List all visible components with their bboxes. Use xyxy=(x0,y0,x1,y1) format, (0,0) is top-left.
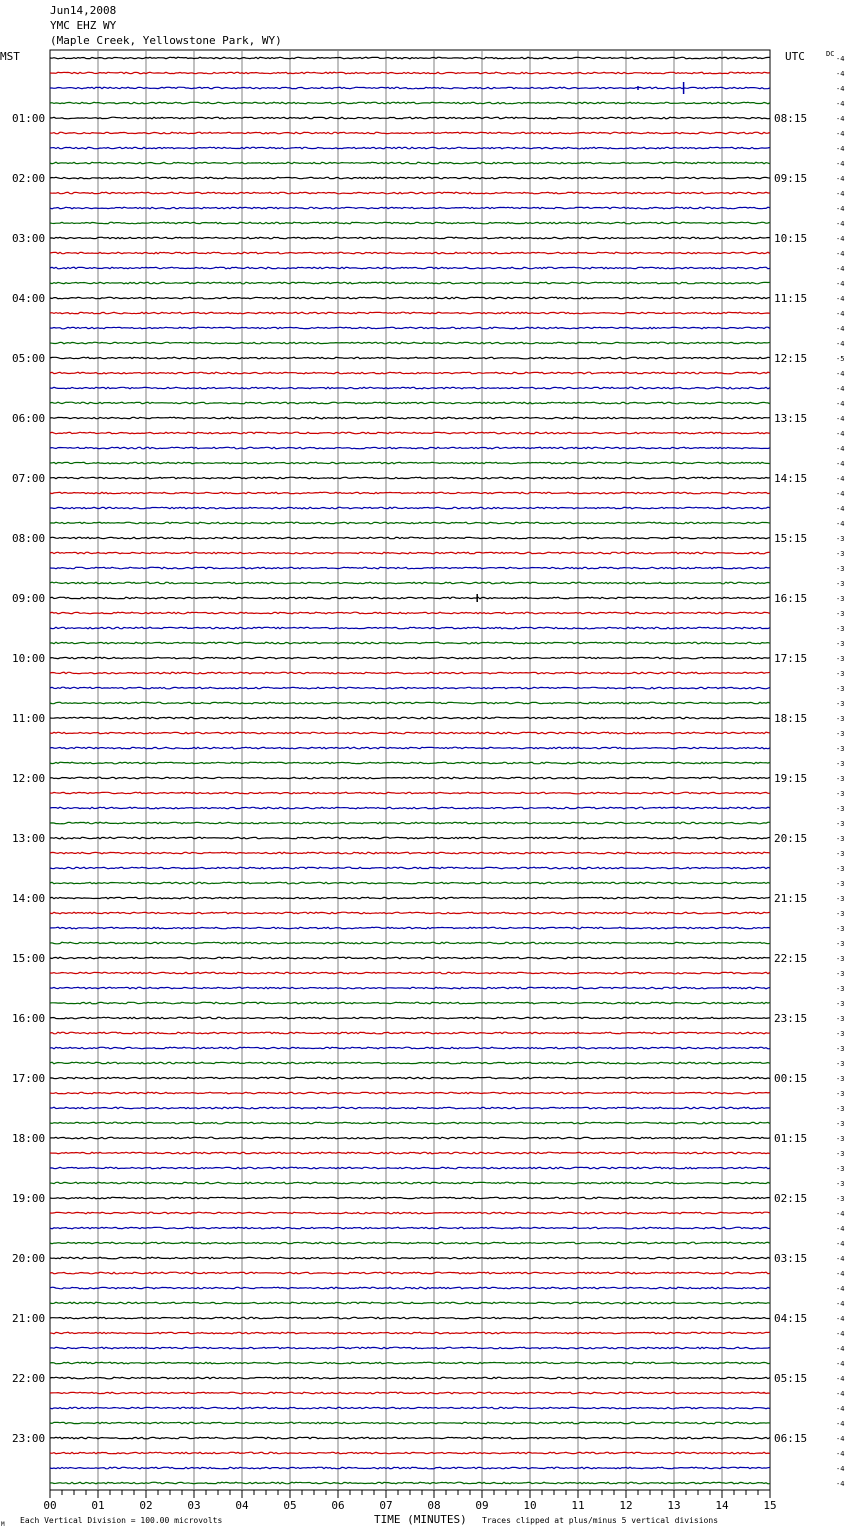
dc-offset-value: -4 xyxy=(836,385,845,393)
dc-offset-value: -4 xyxy=(836,415,845,423)
seismic-trace xyxy=(50,597,770,599)
seismic-trace xyxy=(50,222,770,224)
dc-offset-value: -3 xyxy=(836,1075,845,1083)
dc-offset-value: -3 xyxy=(836,670,845,678)
seismic-trace xyxy=(50,972,770,974)
seismic-trace xyxy=(50,702,770,704)
seismic-trace xyxy=(50,942,770,944)
right-hour-label: 11:15 xyxy=(774,292,808,305)
x-axis-title: TIME (MINUTES) xyxy=(374,1513,467,1526)
dc-offset-value: -3 xyxy=(836,1150,845,1158)
seismic-trace xyxy=(50,1047,770,1049)
right-hour-label: 10:15 xyxy=(774,232,808,245)
seismic-trace xyxy=(50,552,770,554)
dc-offset-value: -3 xyxy=(836,655,845,663)
dc-offset-value: -3 xyxy=(836,580,845,588)
dc-offset-value: -3 xyxy=(836,910,845,918)
left-hour-label: 11:00 xyxy=(12,712,46,725)
scale-note: Each Vertical Division = 100.00 microvolts xyxy=(20,1516,223,1525)
right-hour-label: 12:15 xyxy=(774,352,808,365)
seismic-trace xyxy=(50,537,770,539)
dc-offset-value: -4 xyxy=(836,1210,845,1218)
seismic-trace xyxy=(50,417,770,419)
left-hour-label: 18:00 xyxy=(12,1132,46,1145)
seismic-trace xyxy=(50,1287,770,1289)
seismic-trace xyxy=(50,807,770,809)
seismic-trace xyxy=(50,462,770,464)
dc-offset-value: -4 xyxy=(836,1330,845,1338)
left-hour-label: 05:00 xyxy=(12,352,46,365)
dc-offset-value: -3 xyxy=(836,760,845,768)
dc-offset-value: -4 xyxy=(836,55,845,63)
dc-offset-value: -3 xyxy=(836,640,845,648)
dc-offset-value: -3 xyxy=(836,805,845,813)
left-hour-label: 12:00 xyxy=(12,772,46,785)
left-hour-label: 04:00 xyxy=(12,292,46,305)
dc-offset-value: -3 xyxy=(836,1030,845,1038)
left-hour-label: 16:00 xyxy=(12,1012,46,1025)
dc-offset-value: -4 xyxy=(836,1300,845,1308)
dc-offset-value: -4 xyxy=(836,1345,845,1353)
dc-offset-value: -4 xyxy=(836,1360,845,1368)
dc-offset-value: -3 xyxy=(836,745,845,753)
seismic-trace xyxy=(50,792,770,794)
dc-offset-value: -4 xyxy=(836,1255,845,1263)
dc-offset-value: -3 xyxy=(836,595,845,603)
dc-offset-value: -4 xyxy=(836,310,845,318)
seismic-trace xyxy=(50,657,770,659)
left-hour-label: 19:00 xyxy=(12,1192,46,1205)
right-hour-label: 02:15 xyxy=(774,1192,808,1205)
dc-offset-value: -4 xyxy=(836,460,845,468)
seismic-trace xyxy=(50,1347,770,1349)
dc-offset-value: -3 xyxy=(836,1180,845,1188)
seismic-trace xyxy=(50,627,770,629)
right-hour-label: 04:15 xyxy=(774,1312,808,1325)
dc-offset-value: -3 xyxy=(836,550,845,558)
seismic-trace xyxy=(50,162,770,164)
dc-offset-value: -3 xyxy=(836,535,845,543)
dc-offset-value: -4 xyxy=(836,1315,845,1323)
dc-offset-value: -4 xyxy=(836,100,845,108)
dc-offset-value: -4 xyxy=(836,1390,845,1398)
dc-offset-value: -3 xyxy=(836,1060,845,1068)
right-hour-label: 00:15 xyxy=(774,1072,808,1085)
dc-offset-value: -3 xyxy=(836,625,845,633)
seismic-trace xyxy=(50,72,770,74)
right-hour-label: 21:15 xyxy=(774,892,808,905)
right-hour-label: 06:15 xyxy=(774,1432,808,1445)
seismic-trace xyxy=(50,432,770,434)
seismic-trace xyxy=(50,882,770,884)
x-tick-label: 00 xyxy=(43,1499,57,1512)
seismic-trace xyxy=(50,852,770,854)
left-hour-label: 22:00 xyxy=(12,1372,46,1385)
dc-offset-value: -4 xyxy=(836,1465,845,1473)
dc-offset-value: -3 xyxy=(836,1045,845,1053)
seismic-trace xyxy=(50,1002,770,1004)
seismic-trace xyxy=(50,132,770,134)
seismic-trace xyxy=(50,717,770,719)
left-timezone-label: MST xyxy=(0,50,20,63)
seismic-trace xyxy=(50,1092,770,1094)
dc-offset-value: -4 xyxy=(836,190,845,198)
x-tick-label: 10 xyxy=(523,1499,537,1512)
left-hour-label: 13:00 xyxy=(12,832,46,845)
x-tick-label: 14 xyxy=(715,1499,729,1512)
dc-offset-value: -4 xyxy=(836,220,845,228)
dc-offset-value: -4 xyxy=(836,295,845,303)
seismic-trace xyxy=(50,477,770,479)
x-tick-label: 03 xyxy=(187,1499,201,1512)
dc-offset-value: -3 xyxy=(836,1135,845,1143)
right-hour-label: 03:15 xyxy=(774,1252,808,1265)
x-tick-label: 15 xyxy=(763,1499,777,1512)
seismic-trace xyxy=(50,507,770,509)
right-hour-label: 05:15 xyxy=(774,1372,808,1385)
dc-offset-value: -3 xyxy=(836,880,845,888)
dc-offset-value: -3 xyxy=(836,775,845,783)
seismic-trace xyxy=(50,1152,770,1154)
dc-offset-value: -3 xyxy=(836,1015,845,1023)
left-hour-label: 15:00 xyxy=(12,952,46,965)
seismic-trace xyxy=(50,312,770,314)
right-hour-label: 22:15 xyxy=(774,952,808,965)
seismic-trace xyxy=(50,327,770,329)
dc-offset-value: -4 xyxy=(836,205,845,213)
seismic-trace xyxy=(50,927,770,929)
seismic-trace xyxy=(50,822,770,824)
seismic-trace xyxy=(50,192,770,194)
seismic-trace xyxy=(50,1212,770,1214)
right-hour-label: 08:15 xyxy=(774,112,808,125)
right-timezone-label: UTC xyxy=(785,50,805,63)
dc-offset-value: -3 xyxy=(836,955,845,963)
seismic-trace xyxy=(50,1017,770,1019)
seismic-trace xyxy=(50,1302,770,1304)
seismic-trace xyxy=(50,1482,770,1484)
x-tick-label: 06 xyxy=(331,1499,345,1512)
dc-offset-value: -3 xyxy=(836,865,845,873)
left-hour-label: 07:00 xyxy=(12,472,46,485)
dc-offset-value: -3 xyxy=(836,565,845,573)
seismic-trace xyxy=(50,687,770,689)
dc-offset-value: -3 xyxy=(836,835,845,843)
left-hour-label: 02:00 xyxy=(12,172,46,185)
seismic-trace xyxy=(50,1197,770,1199)
left-hour-label: 08:00 xyxy=(12,532,46,545)
right-hour-label: 20:15 xyxy=(774,832,808,845)
dc-offset-value: -4 xyxy=(836,1225,845,1233)
x-tick-label: 04 xyxy=(235,1499,249,1512)
seismic-trace xyxy=(50,1377,770,1379)
dc-offset-value: -4 xyxy=(836,445,845,453)
seismic-trace xyxy=(50,672,770,674)
dc-offset-value: -3 xyxy=(836,610,845,618)
seismic-trace xyxy=(50,297,770,299)
dc-offset-value: -5 xyxy=(836,355,845,363)
seismic-trace xyxy=(50,267,770,269)
right-hour-label: 17:15 xyxy=(774,652,808,665)
left-hour-label: 23:00 xyxy=(12,1432,46,1445)
right-hour-label: 14:15 xyxy=(774,472,808,485)
left-hour-label: 01:00 xyxy=(12,112,46,125)
dc-offset-value: -4 xyxy=(836,1375,845,1383)
left-hour-label: 14:00 xyxy=(12,892,46,905)
right-hour-label: 18:15 xyxy=(774,712,808,725)
plot-frame xyxy=(50,50,770,1490)
dc-offset-value: -4 xyxy=(836,130,845,138)
seismic-trace xyxy=(50,357,770,359)
header-date: Jun14,2008 xyxy=(50,4,117,17)
seismic-trace xyxy=(50,492,770,494)
left-hour-label: 06:00 xyxy=(12,412,46,425)
x-tick-label: 02 xyxy=(139,1499,153,1512)
seismic-trace xyxy=(50,87,770,89)
right-hour-label: 09:15 xyxy=(774,172,808,185)
dc-offset-value: -4 xyxy=(836,280,845,288)
dc-offset-value: -3 xyxy=(836,715,845,723)
seismic-trace xyxy=(50,447,770,449)
right-hour-label: 13:15 xyxy=(774,412,808,425)
dc-offset-value: -4 xyxy=(836,265,845,273)
seismic-trace xyxy=(50,1272,770,1274)
seismic-trace xyxy=(50,1437,770,1439)
x-tick-label: 11 xyxy=(571,1499,585,1512)
seismic-trace xyxy=(50,282,770,284)
seismic-trace xyxy=(50,732,770,734)
right-hour-label: 23:15 xyxy=(774,1012,808,1025)
seismic-trace xyxy=(50,102,770,104)
dc-offset-value: -3 xyxy=(836,1000,845,1008)
dc-offset-value: -3 xyxy=(836,925,845,933)
header-station: YMC EHZ WY xyxy=(50,19,117,32)
left-hour-label: 21:00 xyxy=(12,1312,46,1325)
left-hour-label: 17:00 xyxy=(12,1072,46,1085)
seismic-trace xyxy=(50,777,770,779)
dc-offset-value: -3 xyxy=(836,1165,845,1173)
seismic-trace xyxy=(50,402,770,404)
dc-offset-value: -3 xyxy=(836,895,845,903)
seismic-trace xyxy=(50,1077,770,1079)
seismic-trace xyxy=(50,1422,770,1424)
seismic-trace xyxy=(50,252,770,254)
dc-offset-value: -4 xyxy=(836,70,845,78)
x-tick-label: 08 xyxy=(427,1499,441,1512)
right-hour-label: 16:15 xyxy=(774,592,808,605)
dc-offset-value: -4 xyxy=(836,250,845,258)
seismic-trace xyxy=(50,57,770,59)
left-hour-label: 03:00 xyxy=(12,232,46,245)
seismic-trace xyxy=(50,897,770,899)
dc-offset-value: -4 xyxy=(836,490,845,498)
dc-offset-value: -4 xyxy=(836,1420,845,1428)
seismic-trace xyxy=(50,147,770,149)
seismic-trace xyxy=(50,1107,770,1109)
dc-offset-value: -3 xyxy=(836,970,845,978)
dc-offset-value: -4 xyxy=(836,505,845,513)
seismic-trace xyxy=(50,642,770,644)
dc-offset-value: -3 xyxy=(836,1090,845,1098)
seismic-trace xyxy=(50,762,770,764)
dc-offset-value: -4 xyxy=(836,520,845,528)
dc-offset-value: -4 xyxy=(836,1435,845,1443)
dc-offset-value: -3 xyxy=(836,820,845,828)
dc-offset-value: -4 xyxy=(836,475,845,483)
seismic-trace xyxy=(50,867,770,869)
seismic-trace xyxy=(50,1257,770,1259)
dc-offset-value: -4 xyxy=(836,430,845,438)
dc-offset-value: -4 xyxy=(836,235,845,243)
dc-offset-value: -4 xyxy=(836,370,845,378)
dc-offset-value: -3 xyxy=(836,1195,845,1203)
seismic-trace xyxy=(50,747,770,749)
dc-offset-value: -4 xyxy=(836,340,845,348)
dc-offset-value: -4 xyxy=(836,1270,845,1278)
corner-mark: M xyxy=(1,1521,5,1528)
seismic-trace xyxy=(50,987,770,989)
dc-offset-value: -4 xyxy=(836,85,845,93)
seismic-trace xyxy=(50,372,770,374)
dc-offset-value: -3 xyxy=(836,985,845,993)
left-hour-label: 10:00 xyxy=(12,652,46,665)
seismic-trace xyxy=(50,387,770,389)
dc-offset-value: -4 xyxy=(836,160,845,168)
dc-offset-value: -3 xyxy=(836,1120,845,1128)
seismic-trace xyxy=(50,117,770,119)
seismic-trace xyxy=(50,1452,770,1454)
seismic-trace xyxy=(50,1062,770,1064)
dc-offset-value: -4 xyxy=(836,175,845,183)
dc-offset-value: -3 xyxy=(836,790,845,798)
seismic-trace xyxy=(50,1167,770,1169)
seismic-trace xyxy=(50,1227,770,1229)
seismic-trace xyxy=(50,1362,770,1364)
seismic-trace xyxy=(50,1467,770,1469)
clip-note: Traces clipped at plus/minus 5 vertical divisions xyxy=(482,1516,719,1525)
dc-offset-value: -4 xyxy=(836,115,845,123)
seismic-trace xyxy=(50,567,770,569)
x-tick-label: 12 xyxy=(619,1499,633,1512)
dc-label: DC xyxy=(826,50,835,58)
seismic-trace xyxy=(50,612,770,614)
seismic-trace xyxy=(50,1182,770,1184)
left-hour-label: 20:00 xyxy=(12,1252,46,1265)
x-tick-label: 07 xyxy=(379,1499,393,1512)
x-tick-label: 01 xyxy=(91,1499,105,1512)
seismic-trace xyxy=(50,1407,770,1409)
seismic-trace xyxy=(50,582,770,584)
dc-offset-value: -4 xyxy=(836,1285,845,1293)
x-tick-label: 13 xyxy=(667,1499,681,1512)
dc-offset-value: -4 xyxy=(836,1240,845,1248)
seismic-trace xyxy=(50,1317,770,1319)
seismic-trace xyxy=(50,342,770,344)
seismic-trace xyxy=(50,1332,770,1334)
dc-offset-value: -4 xyxy=(836,1405,845,1413)
seismic-trace xyxy=(50,837,770,839)
dc-offset-value: -3 xyxy=(836,685,845,693)
header-location: (Maple Creek, Yellowstone Park, WY) xyxy=(50,34,282,47)
dc-offset-value: -4 xyxy=(836,1450,845,1458)
x-tick-label: 05 xyxy=(283,1499,297,1512)
right-hour-label: 15:15 xyxy=(774,532,808,545)
seismic-trace xyxy=(50,177,770,179)
dc-offset-value: -3 xyxy=(836,730,845,738)
seismic-trace xyxy=(50,1122,770,1124)
seismic-trace xyxy=(50,1392,770,1394)
dc-offset-value: -4 xyxy=(836,145,845,153)
left-hour-label: 09:00 xyxy=(12,592,46,605)
dc-offset-value: -4 xyxy=(836,1480,845,1488)
dc-offset-value: -4 xyxy=(836,400,845,408)
dc-offset-value: -3 xyxy=(836,1105,845,1113)
seismic-trace xyxy=(50,522,770,524)
seismic-trace xyxy=(50,1137,770,1139)
seismic-trace xyxy=(50,957,770,959)
dc-offset-value: -3 xyxy=(836,700,845,708)
x-tick-label: 09 xyxy=(475,1499,489,1512)
seismic-trace xyxy=(50,1032,770,1034)
dc-offset-value: -3 xyxy=(836,850,845,858)
seismic-trace xyxy=(50,1242,770,1244)
right-hour-label: 01:15 xyxy=(774,1132,808,1145)
dc-offset-value: -4 xyxy=(836,325,845,333)
seismic-trace xyxy=(50,912,770,914)
right-hour-label: 19:15 xyxy=(774,772,808,785)
dc-offset-value: -3 xyxy=(836,940,845,948)
seismic-trace xyxy=(50,237,770,239)
seismic-trace xyxy=(50,207,770,209)
